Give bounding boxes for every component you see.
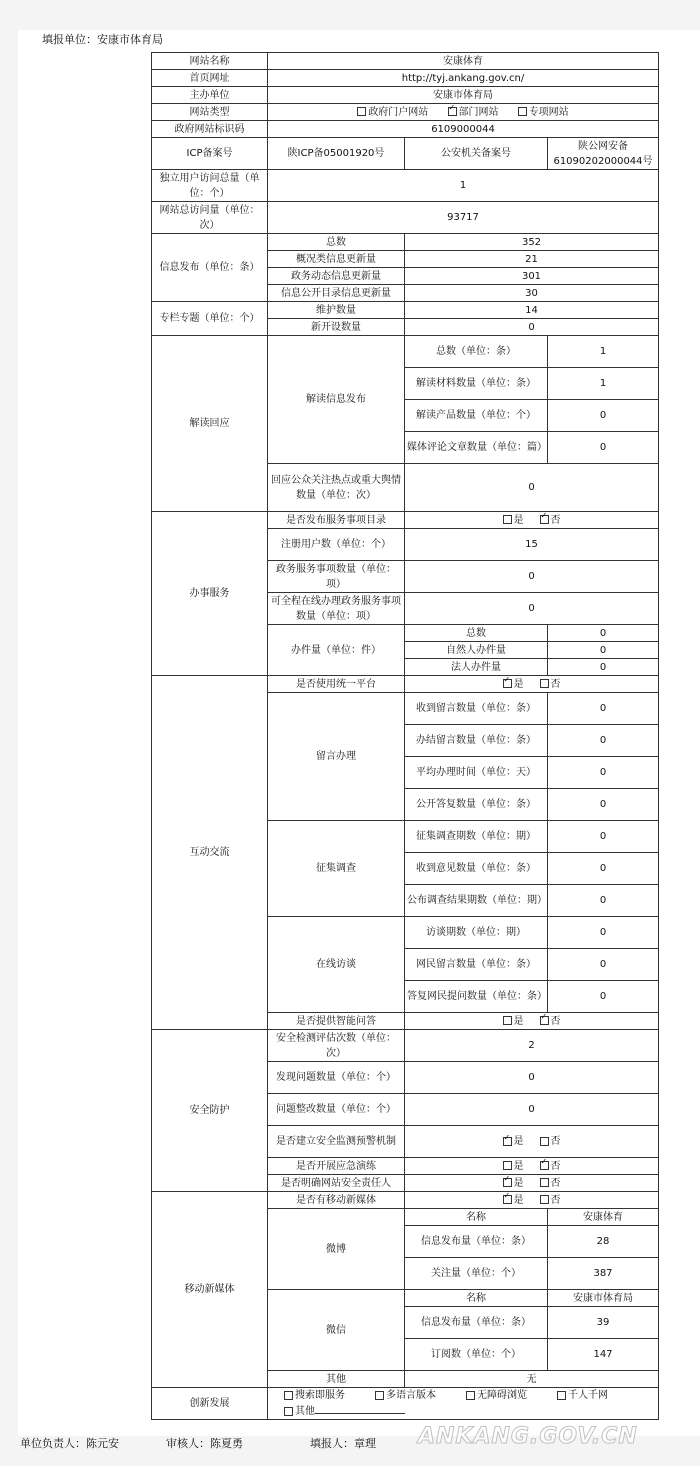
- interpret-material-label: 解读材料数量（单位：条）: [405, 368, 548, 400]
- interpret-media: 0: [548, 432, 659, 464]
- site-name-value: 安康体育: [268, 53, 659, 70]
- cases-legal-label: 法人办件量: [405, 659, 548, 676]
- info-total-label: 总数: [268, 234, 405, 251]
- police-value: 陕公网安备61090202000044号: [548, 138, 659, 170]
- msg-done-label: 办结留言数量（单位：条）: [405, 725, 548, 757]
- mobile-yes[interactable]: ✓ 是: [503, 1193, 524, 1208]
- cases-total-label: 总数: [405, 625, 548, 642]
- interact-label: 互动交流: [152, 676, 268, 1030]
- msg-recv-label: 收到留言数量（单位：条）: [405, 693, 548, 725]
- option-special[interactable]: 专项网站: [518, 105, 569, 120]
- info-open-label: 信息公开目录信息更新量: [268, 285, 405, 302]
- checkbox-checked-icon: [503, 1195, 512, 1204]
- checkbox-icon: [357, 107, 366, 116]
- uv-label: 独立用户访问总量（单位：个）: [152, 170, 268, 202]
- security-found-label: 发现问题数量（单位：个）: [268, 1062, 405, 1094]
- info-overview: 21: [405, 251, 659, 268]
- innovation-search[interactable]: 搜索即服务: [284, 1388, 345, 1403]
- smart-options: [405, 1013, 659, 1030]
- checkbox-checked-icon: [503, 1137, 512, 1146]
- security-drill-label: 是否开展应急演练: [268, 1158, 405, 1175]
- sponsor-label: 主办单位: [152, 87, 268, 104]
- innovation-other-underline: [315, 1403, 405, 1414]
- report-table: [151, 52, 659, 1420]
- icp-label: ICP备案号: [152, 138, 268, 170]
- uv-value: 1: [268, 170, 659, 202]
- footer-filler: 填报人：章理: [310, 1437, 376, 1450]
- service-catalog-label: 是否发布服务事项目录: [268, 512, 405, 529]
- smart-yes[interactable]: 是: [503, 1014, 524, 1029]
- talk-label: 在线访谈: [268, 917, 405, 1013]
- survey-label: 征集调查: [268, 821, 405, 917]
- monitor-no[interactable]: 否: [540, 1134, 561, 1149]
- survey-pub: 0: [548, 885, 659, 917]
- platform-options: [405, 676, 659, 693]
- report-header: [18, 30, 700, 50]
- option-portal[interactable]: 政府门户网站: [357, 105, 428, 120]
- wechat-name: 安康市体育局: [548, 1290, 659, 1307]
- mobile-no[interactable]: 否: [540, 1193, 561, 1208]
- checkbox-icon: [540, 1178, 549, 1187]
- interpret-material: 1: [548, 368, 659, 400]
- column-new-label: 新开设数量: [268, 319, 405, 336]
- survey-recv-label: 收到意见数量（单位：条）: [405, 853, 548, 885]
- checkbox-icon: [503, 515, 512, 524]
- checkbox-checked-icon: [503, 1178, 512, 1187]
- interpret-sub-label: 解读信息发布: [268, 336, 405, 464]
- weibo-label: 微博: [268, 1209, 405, 1290]
- survey-n: 0: [548, 821, 659, 853]
- service-cases-label: 办件量（单位：件）: [268, 625, 405, 676]
- wechat-pub-label: 信息发布量（单位：条）: [405, 1307, 548, 1339]
- checkbox-checked-icon: [503, 679, 512, 688]
- drill-options: [405, 1158, 659, 1175]
- checkbox-checked-icon: [540, 1016, 549, 1025]
- watermark-logo: ANKANG.GOV.CN: [418, 1424, 638, 1449]
- msg-pub: 0: [548, 789, 659, 821]
- checkbox-icon: [540, 1137, 549, 1146]
- interpret-respond-label: 回应公众关注热点或重大舆情数量（单位：次）: [268, 464, 405, 512]
- innovation-label: 创新发展: [152, 1388, 268, 1420]
- platform-no[interactable]: 否: [540, 677, 561, 692]
- catalog-no[interactable]: ✓ 否: [540, 513, 561, 528]
- wechat-pub: 39: [548, 1307, 659, 1339]
- duty-no[interactable]: 否: [540, 1176, 561, 1191]
- site-type-label: 网站类型: [152, 104, 268, 121]
- security-duty-label: 是否明确网站安全责任人: [268, 1175, 405, 1192]
- interpret-total-label: 总数（单位：条）: [405, 336, 548, 368]
- checkbox-icon: [284, 1391, 293, 1400]
- survey-n-label: 征集调查期数（单位：期）: [405, 821, 548, 853]
- security-eval-label: 安全检测评估次数（单位：次）: [268, 1030, 405, 1062]
- checkbox-checked-icon: [540, 515, 549, 524]
- security-eval: 2: [405, 1030, 659, 1062]
- platform-yes[interactable]: ✓ 是: [503, 677, 524, 692]
- service-items-label: 政务服务事项数量（单位：项）: [268, 561, 405, 593]
- checkbox-icon: [518, 107, 527, 116]
- talk-ans: 0: [548, 981, 659, 1013]
- weibo-follow: 387: [548, 1258, 659, 1290]
- msg-pub-label: 公开答复数量（单位：条）: [405, 789, 548, 821]
- survey-recv: 0: [548, 853, 659, 885]
- service-catalog-options: [405, 512, 659, 529]
- checkbox-icon: [375, 1391, 384, 1400]
- cases-legal: 0: [548, 659, 659, 676]
- sponsor-value: 安康市体育局: [268, 87, 659, 104]
- duty-options: [405, 1175, 659, 1192]
- msg-time: 0: [548, 757, 659, 789]
- cases-total: 0: [548, 625, 659, 642]
- homepage-label: 首页网址: [152, 70, 268, 87]
- platform-label: 是否使用统一平台: [268, 676, 405, 693]
- innovation-other[interactable]: 其他: [284, 1404, 315, 1419]
- mobile-label: 移动新媒体: [152, 1192, 268, 1388]
- checkbox-checked-icon: [540, 1161, 549, 1170]
- info-total: 352: [405, 234, 659, 251]
- innovation-personal[interactable]: 千人千网: [557, 1388, 608, 1403]
- innovation-options: [268, 1388, 659, 1420]
- innovation-multilang[interactable]: 多语言版本: [375, 1388, 436, 1403]
- info-open: 30: [405, 285, 659, 302]
- service-label: 办事服务: [152, 512, 268, 676]
- wechat-sub-label: 订阅数（单位：个）: [405, 1339, 548, 1371]
- cases-natural: 0: [548, 642, 659, 659]
- msg-done: 0: [548, 725, 659, 757]
- msg-recv: 0: [548, 693, 659, 725]
- survey-pub-label: 公布调查结果期数（单位：期）: [405, 885, 548, 917]
- duty-yes[interactable]: ✓ 是: [503, 1176, 524, 1191]
- checkbox-checked-icon: [448, 107, 457, 116]
- info-overview-label: 概况类信息更新量: [268, 251, 405, 268]
- site-name-label: 网站名称: [152, 53, 268, 70]
- talk-msg: 0: [548, 949, 659, 981]
- gov-id-value: 6109000044: [268, 121, 659, 138]
- service-items: 0: [405, 561, 659, 593]
- security-found: 0: [405, 1062, 659, 1094]
- checkbox-icon: [540, 1195, 549, 1204]
- police-label: 公安机关备案号: [405, 138, 548, 170]
- homepage-value[interactable]: http://tyj.ankang.gov.cn/: [268, 70, 659, 87]
- monitor-options: [405, 1126, 659, 1158]
- interpret-product-label: 解读产品数量（单位：个）: [405, 400, 548, 432]
- checkbox-icon: [284, 1407, 293, 1416]
- footer-reviewer: 审核人：陈夏勇: [166, 1437, 243, 1450]
- checkbox-icon: [540, 679, 549, 688]
- column-new: 0: [405, 319, 659, 336]
- checkbox-icon: [466, 1391, 475, 1400]
- security-label: 安全防护: [152, 1030, 268, 1192]
- filling-unit: 填报单位：安康市体育局: [42, 33, 163, 46]
- icp-value: 陕ICP备05001920号: [268, 138, 405, 170]
- weibo-pub-label: 信息发布量（单位：条）: [405, 1226, 548, 1258]
- innovation-accessible[interactable]: 无障碍浏览: [466, 1388, 527, 1403]
- drill-yes[interactable]: 是: [503, 1159, 524, 1174]
- interpret-label: 解读回应: [152, 336, 268, 512]
- mobile-other: 无: [405, 1371, 659, 1388]
- talk-n-label: 访谈期数（单位：期）: [405, 917, 548, 949]
- info-affairs: 301: [405, 268, 659, 285]
- wechat-label: 微信: [268, 1290, 405, 1371]
- report-footer: [20, 1436, 700, 1452]
- mobile-options: [405, 1192, 659, 1209]
- service-register-label: 注册用户数（单位：个）: [268, 529, 405, 561]
- interpret-total: 1: [548, 336, 659, 368]
- talk-ans-label: 答复网民提问数量（单位：条）: [405, 981, 548, 1013]
- interpret-respond: 0: [405, 464, 659, 512]
- msg-time-label: 平均办理时间（单位：天）: [405, 757, 548, 789]
- service-online: 0: [405, 593, 659, 625]
- column-label: 专栏专题（单位：个）: [152, 302, 268, 336]
- column-maintain: 14: [405, 302, 659, 319]
- info-label: 信息发布（单位：条）: [152, 234, 268, 302]
- security-fixed: 0: [405, 1094, 659, 1126]
- mobile-has-label: 是否有移动新媒体: [268, 1192, 405, 1209]
- option-department[interactable]: ✓ 部门网站: [448, 105, 499, 120]
- talk-msg-label: 网民留言数量（单位：条）: [405, 949, 548, 981]
- checkbox-icon: [557, 1391, 566, 1400]
- weibo-follow-label: 关注量（单位：个）: [405, 1258, 548, 1290]
- interpret-product: 0: [548, 400, 659, 432]
- monitor-yes[interactable]: ✓ 是: [503, 1134, 524, 1149]
- interpret-media-label: 媒体评论文章数量（单位：篇）: [405, 432, 548, 464]
- pv-value: 93717: [268, 202, 659, 234]
- info-affairs-label: 政务动态信息更新量: [268, 268, 405, 285]
- footer-leader: 单位负责人：陈元安: [20, 1437, 119, 1450]
- talk-n: 0: [548, 917, 659, 949]
- weibo-pub: 28: [548, 1226, 659, 1258]
- gov-id-label: 政府网站标识码: [152, 121, 268, 138]
- msg-label: 留言办理: [268, 693, 405, 821]
- site-type-options: [268, 104, 659, 121]
- weibo-name: 安康体育: [548, 1209, 659, 1226]
- service-online-label: 可全程在线办理政务服务事项数量（单位：项）: [268, 593, 405, 625]
- smart-no[interactable]: ✓ 否: [540, 1014, 561, 1029]
- checkbox-icon: [503, 1161, 512, 1170]
- service-register: 15: [405, 529, 659, 561]
- mobile-other-label: 其他: [268, 1371, 405, 1388]
- cases-natural-label: 自然人办件量: [405, 642, 548, 659]
- security-fixed-label: 问题整改数量（单位：个）: [268, 1094, 405, 1126]
- security-monitor-label: 是否建立安全监测预警机制: [268, 1126, 405, 1158]
- pv-label: 网站总访问量（单位：次）: [152, 202, 268, 234]
- wechat-name-label: 名称: [405, 1290, 548, 1307]
- checkbox-icon: [503, 1016, 512, 1025]
- wechat-sub: 147: [548, 1339, 659, 1371]
- weibo-name-label: 名称: [405, 1209, 548, 1226]
- column-maintain-label: 维护数量: [268, 302, 405, 319]
- catalog-yes[interactable]: 是: [503, 513, 524, 528]
- drill-no[interactable]: ✓ 否: [540, 1159, 561, 1174]
- smart-label: 是否提供智能问答: [268, 1013, 405, 1030]
